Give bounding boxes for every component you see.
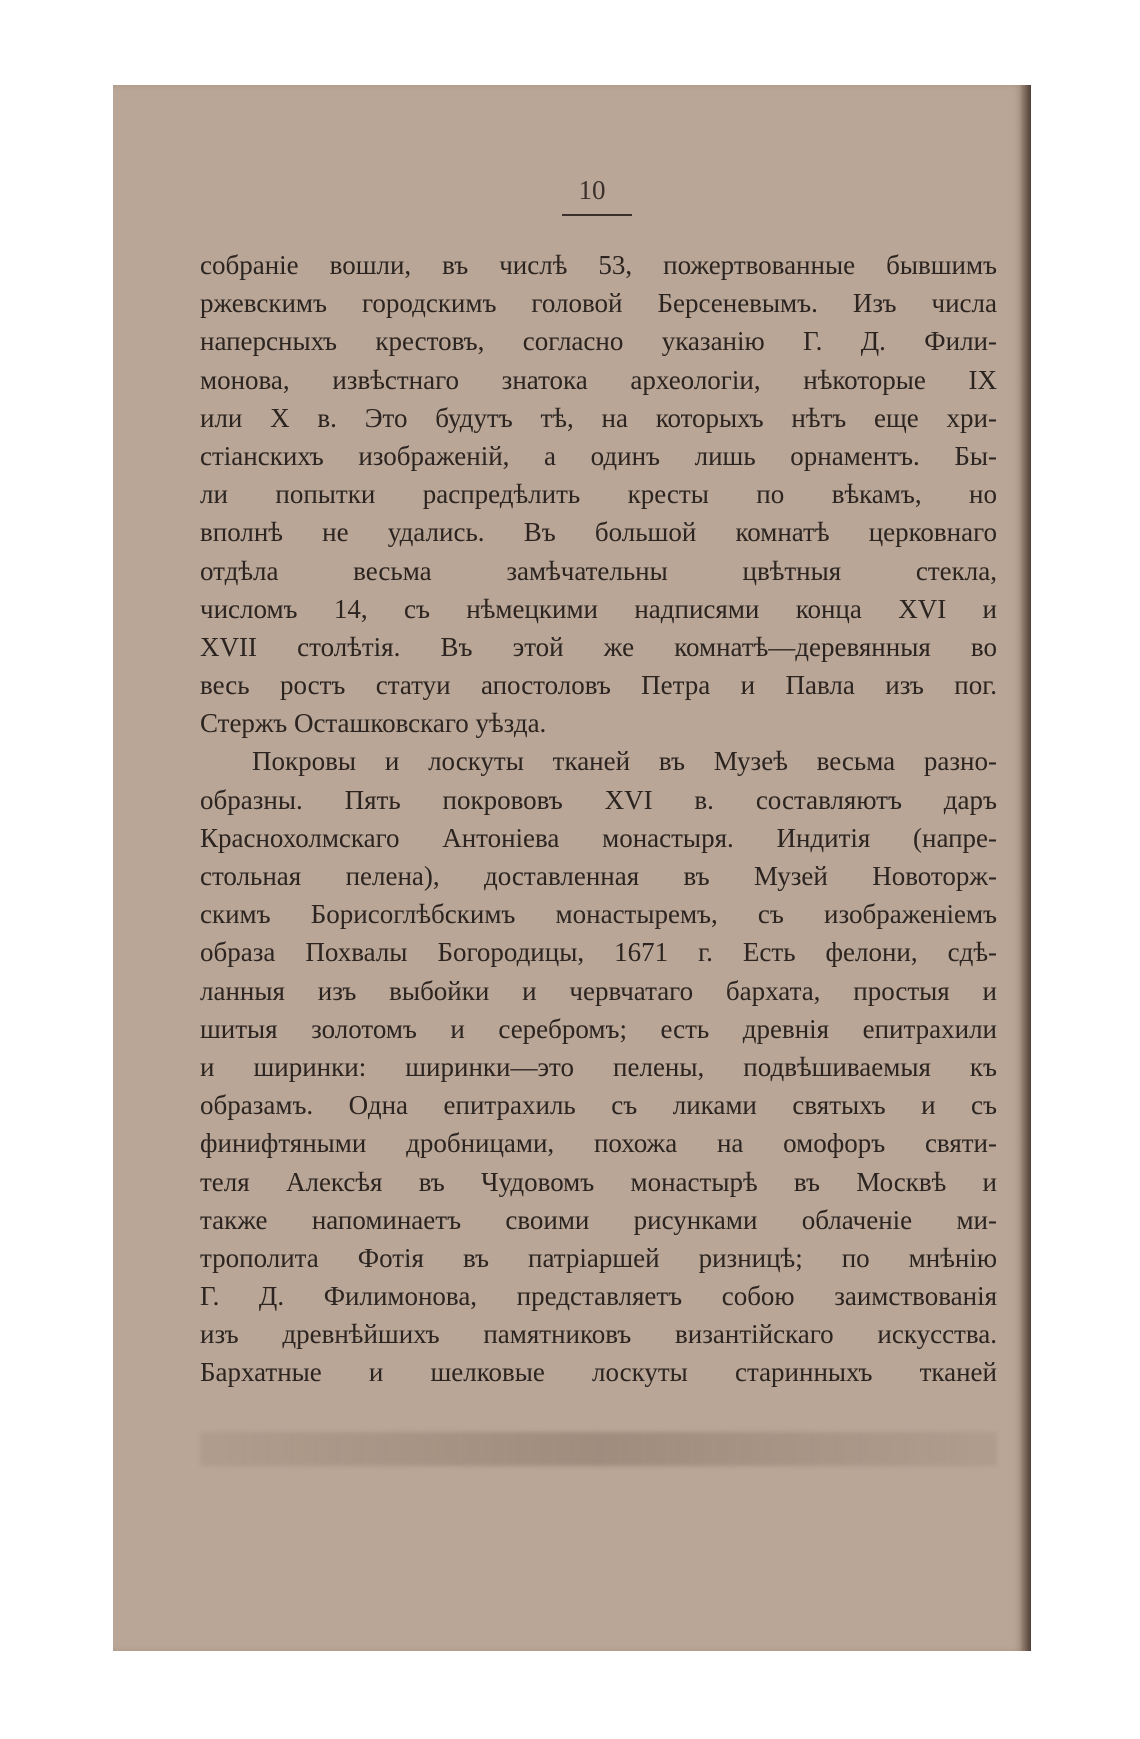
text-line: весь ростъ статуи апостоловъ Петра и Павла изъ пог. xyxy=(200,670,997,701)
faded-bleed-through-line xyxy=(200,1432,997,1466)
text-line: Стержъ Осташковскаго уѣзда. xyxy=(200,708,547,739)
text-line: скимъ Борисоглѣбскимъ монастыремъ, съ изображеніемъ xyxy=(200,899,997,930)
text-line: или X в. Это будутъ тѣ, на которыхъ нѣтъ еще хри- xyxy=(200,402,997,433)
text-line: Г. Д. Филимонова, представляетъ собою заимствованія xyxy=(200,1281,997,1312)
text-line: шитыя золотомъ и серебромъ; есть древнія епитрахили xyxy=(200,1013,997,1044)
text-line: финифтяными дробницами, похожа на омофоръ святи- xyxy=(200,1128,997,1159)
text-line: числомъ 14, съ нѣмецкими надписями конца XVI и xyxy=(200,593,997,624)
text-line: ржевскимъ городскимъ головой Берсеневымъ. Изъ числа xyxy=(200,288,997,319)
body-text xyxy=(200,246,997,1392)
text-line: XVII столѣтія. Въ этой же комнатѣ—деревянныя во xyxy=(200,631,997,662)
text-line: ланныя изъ выбойки и червчатаго бархата, простыя и xyxy=(200,975,997,1006)
text-line: Покровы и лоскуты тканей въ Музеѣ весьма разно- xyxy=(252,746,997,777)
text-line: стольная пелена), доставленная въ Музей Новоторж- xyxy=(200,861,997,891)
text-line: и ширинки: ширинки—это пелены, подвѣшиваемыя къ xyxy=(200,1051,997,1082)
text-line: образа Похвалы Богородицы, 1671 г. Есть фелони, сдѣ- xyxy=(200,937,997,968)
text-line: наперсныхъ крестовъ, согласно указанію Г. Д. Фили- xyxy=(200,326,997,357)
text-line: трополита Фотія въ патріаршей ризницѣ; по мнѣнію xyxy=(200,1242,997,1273)
paragraph-1 xyxy=(200,246,997,742)
text-line: вполнѣ не удались. Въ большой комнатѣ церковнаго xyxy=(200,517,997,548)
text-line: образамъ. Одна епитрахиль съ ликами святыхъ и съ xyxy=(200,1090,997,1121)
page-number: 10 xyxy=(578,175,606,205)
text-line: изъ древнѣйшихъ памятниковъ византійскаго искусства. xyxy=(200,1319,997,1350)
text-line: стіанскихъ изображеній, а одинъ лишь орнаментъ. Бы- xyxy=(200,440,997,471)
paragraph-2 xyxy=(200,742,997,1391)
text-line: отдѣла весьма замѣчательны цвѣтныя стекла, xyxy=(200,555,997,586)
text-line: Бархатные и шелковые лоскуты старинныхъ тканей xyxy=(200,1357,997,1388)
text-line: монова, извѣстнаго знатока археологіи, нѣкоторые IX xyxy=(200,364,997,395)
text-line: Краснохолмскаго Антоніева монастыря. Индитія (напре- xyxy=(200,822,997,853)
page-number-rule xyxy=(562,214,632,216)
text-line: ли попытки распредѣлить кресты по вѣкамъ, но xyxy=(200,479,997,510)
text-line: теля Алексѣя въ Чудовомъ монастырѣ въ Москвѣ и xyxy=(200,1166,997,1197)
text-line: собраніе вошли, въ числѣ 53, пожертвованные бывшимъ xyxy=(200,250,997,280)
text-line: также напоминаетъ своими рисунками облаченіе ми- xyxy=(200,1204,997,1235)
text-line: образны. Пять покрововъ XVI в. составляютъ даръ xyxy=(200,784,997,815)
page-binding-edge xyxy=(1021,85,1031,1651)
